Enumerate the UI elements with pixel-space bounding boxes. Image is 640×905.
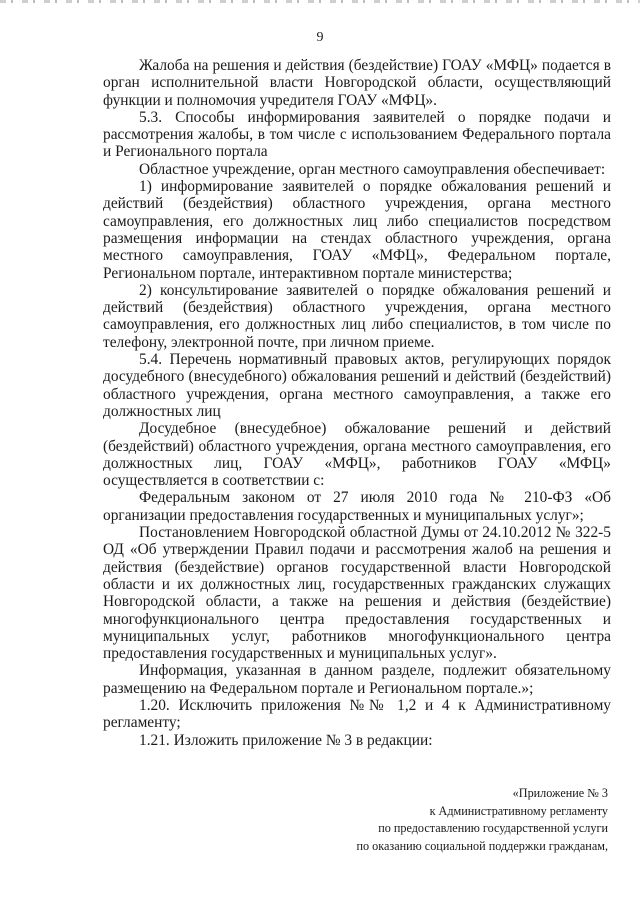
paragraph-institution-provides: Областное учреждение, орган местного самоуправления обеспечивает: [139,160,606,178]
paragraph-duma-resolution: Постановлением Новгородской областной Думы от 24.10.2012 № 322-5 ОД «Об утверждении Правил подачи и рассмотрения жалоб на решения и действия (бездействие) органов государственной власти Новгородской области и их должностных лиц, государственных гражданских служащих Новгородской области, а также на решения и действия (бездействие) многофункционального центра предоставления государственных и муниципальных услуг, работников многофункционального центра предоставления государственных и муниципальных услуг». [103,524,611,663]
page-number: 9 [316,30,324,45]
paragraph-clause-1-20: 1.20. Исключить приложения №№ 1,2 и 4 к Административному регламенту; [103,696,611,732]
document-body [103,57,611,749]
paragraph-complaint-mfc: Жалоба на решения и действия (бездействие) ГОАУ «МФЦ» подается в орган исполнительной власти Новгородской области, осуществляющий функции и полномочия учредителя ГОАУ «МФЦ». [103,57,611,109]
paragraph-section-5-3: 5.3. Способы информирования заявителей о порядке подачи и рассмотрения жалобы, в том числе с использованием Федерального портала и Регионального портала [103,108,611,161]
paragraph-item-1-informing: 1) информирование заявителей о порядке обжалования решений и действий (бездействия) областного учреждения, органа местного самоуправления, его должностных лиц либо специалистов посредством размещения информации на стендах областного учреждения, органа местного самоуправления, ГОАУ «МФЦ», Федеральном портале, Региональном портале, интерактивном портале министерства; [103,178,611,282]
scan-edge-artifact [0,0,640,3]
annex-line-1: «Приложение № 3 [512,786,608,800]
annex-line-4: по оказанию социальной поддержки гражданам, [356,838,608,853]
paragraph-federal-law: Федеральным законом от 27 июля 2010 года № 210-ФЗ «Об организации предоставления государственных и муниципальных услуг»; [103,489,611,524]
paragraph-pretrial-appeal: Досудебное (внесудебное) обжалование решений и действий (бездействий) областного учреждения, органа местного самоуправления, его должностных лиц, ГОАУ «МФЦ», работников ГОАУ «МФЦ» осуществляется в соответствии с: [103,420,611,490]
paragraph-info-placement: Информация, указанная в данном разделе, подлежит обязательному размещению на Федеральном портале и Региональном портале.»; [103,662,611,697]
paragraph-clause-1-21: 1.21. Изложить приложение № 3 в редакции: [139,731,433,749]
annex-header [308,785,608,855]
paragraph-section-5-4: 5.4. Перечень нормативный правовых актов, регулирующих порядок досудебного (внесудебного) обжалования решений и действий (бездействий) областного учреждения, органа местного самоуправления, а также его должностных лиц [103,351,611,420]
paragraph-item-2-consulting: 2) консультирование заявителей о порядке обжалования решений и действий (бездействия) областного учреждения, органа местного самоуправления, его должностных лиц либо специалистов, в том числе по телефону, электронной почте, при личном приеме. [103,281,611,351]
annex-line-2: к Административному регламенту [429,803,608,818]
annex-line-3: по предоставлению государственной услуги [378,821,608,835]
